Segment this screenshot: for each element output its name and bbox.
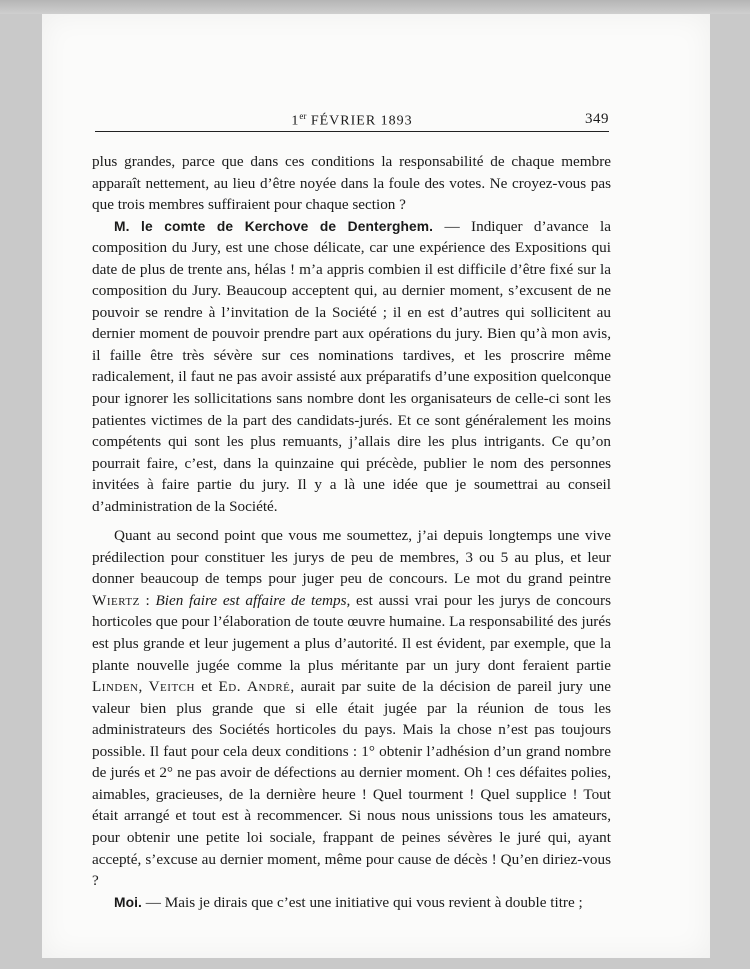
paragraph-1-text: plus grandes, parce que dans ces conditions la responsabilité de chaque membre apparaît nettement, au lieu d’être noyée dans la foule des votes. Ne croyez-vous pas que trois membres suffiraient pour chaque section ? bbox=[92, 153, 611, 214]
page-number: 349 bbox=[585, 111, 609, 127]
paragraph-3-text-a: Quant au second point que vous me soumettez, j’ai depuis longtemps une vive prédilection pour constituer les jurys de peu de membres, 3 ou 5 au plus, et leur donner beaucoup de temps pour juger peu de concours. Le mot du grand peintre bbox=[92, 527, 611, 588]
quote-italic: Bien faire est affaire de temps, bbox=[155, 591, 351, 609]
paragraph-kerchove bbox=[92, 216, 611, 518]
name-wiertz: Wiertz bbox=[92, 591, 140, 609]
paragraph-3-text-d: , bbox=[138, 678, 149, 696]
speaker-moi: Moi. bbox=[114, 894, 142, 910]
paragraph-3-text-e: et bbox=[194, 678, 219, 696]
paragraph-3-text-c: est aussi vrai pour les jurys de concours horticoles que pour l’élaboration de toute œuvre humaine. La responsabilité des jurés est plus grande et leur jugement a plus d’autorité. Il est évident, par exemple, que la plante nouvelle jugée comme la plus méritante par un jury dont feraient partie bbox=[92, 591, 611, 674]
name-linden: Linden bbox=[92, 678, 139, 696]
paragraph-jury bbox=[92, 525, 611, 891]
speaker-name: M. le comte de Kerchove de Denterghem. bbox=[114, 218, 434, 234]
header-date-superscript: er bbox=[299, 111, 307, 121]
paragraph-4-text: — Mais je dirais que c’est une initiative qui vous revient à double titre ; bbox=[142, 893, 583, 911]
paragraph-3-text-b: : bbox=[139, 591, 156, 609]
paragraph-3-text-f: , aurait par suite de la décision de pareil jury une valeur bien plus grande que si elle était jugée par la réunion de tous les administrateurs des Sociétés horticoles du pays. Mais la chose n’est pas toujours possible. Il faut pour cela deux conditions : 1° obtenir l’adhésion d’un grand nombre de jurés et 2° ne pas avoir de défections au dernier moment. Oh ! ces défaites polies, aimables, gracieuses, de la dernière heure ! Quel tourment ! Quel supplice ! Tout était arrangé et tout est à recommencer. Si nous nous unissions tous les amateurs, pour obtenir une petite loi sociale, frappant de peines sévères le juré qui, ayant accepté, s’excuse au dernier moment, même pour cause de décès ! Qu’en diriez-vous ? bbox=[92, 678, 612, 890]
running-header bbox=[95, 105, 609, 132]
paragraph-2-text: — Indiquer d’avance la composition du Jury, est une chose délicate, car une expérience des Expositions qui date de plus de trente ans, hélas ! m’a appris combien il est difficile d’être fixé sur la composition du Jury. Beaucoup acceptent qui, au dernier moment, s’excusent de ne pouvoir se rendre à l’invitation de la Société ; il en est d’autres qui sollicitent au dernier moment de pouvoir prendre part aux opérations du jury. Bien qu’à mon avis, il faille être très sévère sur ces nominations tardives, et les proscrire même radicalement, il faut ne pas avoir assisté aux préparatifs d’une exposition quelconque pour ignorer les sollicitations sans nombre dont les organisateurs de celle-ci sont les patientes victimes de la part des candidats-jurés. Et ce sont généralement les moins compétents qui sont les plus remuants, j’allais dire les plus intrigants. Ce qu’on pourrait faire, c’est, dans la quinzaine qui précède, publier le nom des personnes invitées à faire partie du jury. Il y a là une idée que je soumettrai au conseil d’administration de la Société. bbox=[92, 217, 612, 515]
paragraph-continuation bbox=[92, 151, 611, 216]
name-andre: Ed. André bbox=[218, 678, 291, 696]
body-text bbox=[92, 151, 611, 913]
header-date-number: 1 bbox=[291, 113, 300, 129]
scan-top-edge bbox=[0, 0, 750, 14]
header-date-text: FÉVRIER 1893 bbox=[306, 113, 413, 129]
paragraph-moi bbox=[92, 892, 611, 914]
name-veitch: Veitch bbox=[148, 678, 195, 696]
header-date bbox=[95, 111, 609, 130]
